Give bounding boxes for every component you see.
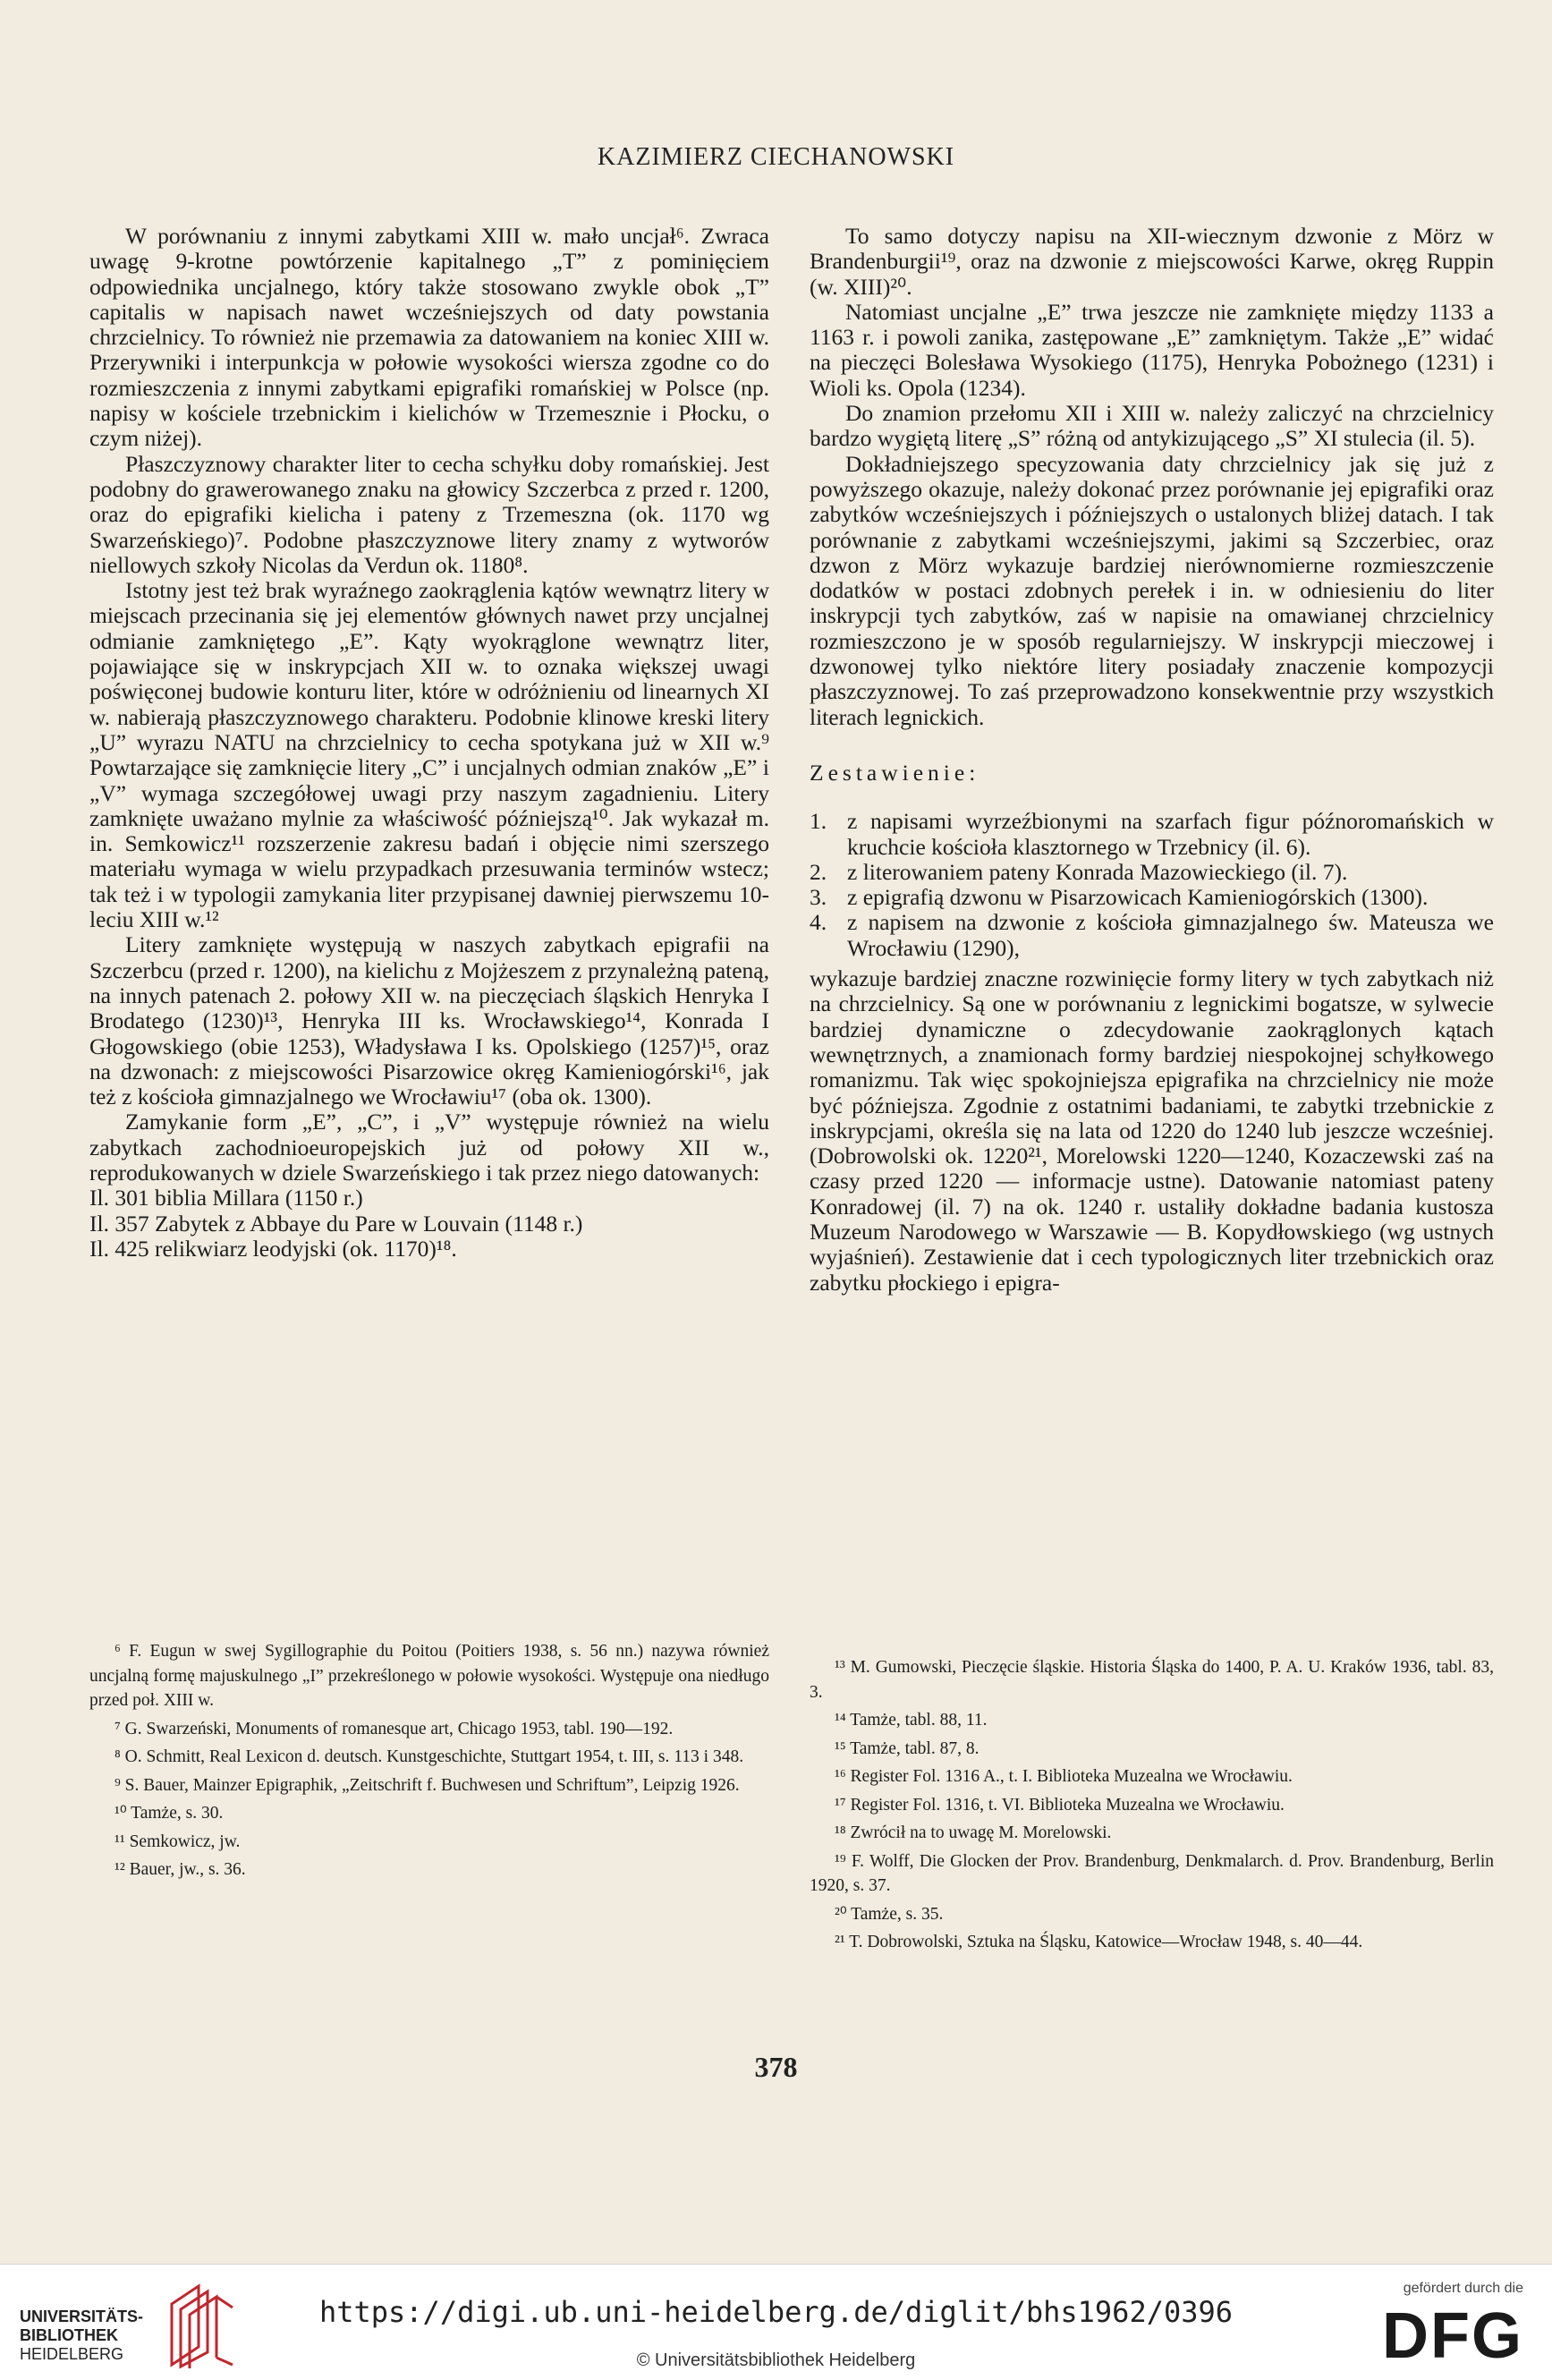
footnotes-right: [810, 1655, 1494, 1959]
summary-item-number: 2.: [810, 858, 827, 885]
paragraph: W porównaniu z innymi zabytkami XIII w. mało uncjał⁶. Zwraca uwagę 9-krotne powtórzenie kapitalnego „T” z pominięciem odpowiednika uncjalnego, który także stosowano zwykle obok „T” capitalis w napisach nawet wcześniejszych od daty powstania chrzcielnicy. To również nie przemawia za datowaniem na koniec XIII w. Przerywniki i interpunkcja w połowie wysokości wiersza zgodne co do rozmieszczenia z innymi zabytkami epigrafiki romańskiej w Polsce (np. napisy w kościele trzebnickim i kielichów w Trzemesznie i Płocku, o czym niżej).: [89, 223, 769, 452]
footnote: ¹⁴ Tamże, tabl. 88, 11.: [835, 1711, 988, 1730]
summary-item-text: z literowaniem pateny Konrada Mazowieckiego (il. 7).: [847, 858, 1348, 885]
paragraph: Do znamion przełomu XII i XIII w. należy zaliczyć na chrzcielnicy bardzo wygiętą literę „S” różną od antykizującego „S” XI stulecia (il. 5).: [810, 400, 1494, 452]
footnote: ¹² Bauer, jw., s. 36.: [114, 1860, 246, 1879]
paragraph: Istotny jest też brak wyraźnego zaokrąglenia kątów wewnątrz litery w miejscach przecinania się jej elementów głównych nawet przy uncjalnej odmianie zamkniętego „E”. Kąty wyokrąglone wewnątrz liter, pojawiające się w inskrypcjach XII w. to oznaka większej uwagi poświęconej budowie konturu liter, które w odróżnieniu od linearnych XI w. nabierają płaszczyznowego charakteru. Podobnie klinowe kreski litery „U” wyrazu NATU na chrzcielnicy to cecha spotykana już w XII w.⁹ Powtarzające się zamknięcie litery „C” i uncjalnych odmian znaków „E” i „V” wymaga szczegółowej uwagi przy naszym zagadnieniu. Litery zamknięte uważano mylnie za właściwość późniejszą¹⁰. Jak wykazał m. in. Semkowicz¹¹ rozszerzenie zakresu badań i objęcie nimi szerszego materiału wymaga w wielu przypadkach przesuwania terminów wstecz; tak też i w typologii zamykania liter przypisanej dawniej pierwszemu 10-leciu XIII w.¹²: [89, 577, 769, 933]
permalink-url[interactable]: https://digi.ub.uni-heidelberg.de/diglit/bhs1962/0396: [318, 2295, 1234, 2329]
summary-item: [810, 860, 1494, 885]
running-head: KAZIMIERZ CIECHANOWSKI: [597, 143, 955, 171]
left-column: [89, 224, 769, 1262]
footnote: ¹⁸ Zwrócił na to uwagę M. Morelowski.: [835, 1823, 1112, 1842]
dfg-logo[interactable]: DFG: [1382, 2300, 1523, 2372]
paragraph: Natomiast uncjalne „E” trwa jeszcze nie zamknięte między 1133 a 1163 r. i powoli zanika, zastępowane „E” zamkniętym. Także „E” widać na pieczęci Bolesława Wysokiego (1175), Henryka Pobożnego (1231) i Wioli ks. Opola (1234).: [810, 298, 1494, 401]
summary-item: [810, 885, 1494, 910]
illustration-reference: Il. 357 Zabytek z Abbaye du Pare w Louvain (1148 r.): [89, 1210, 583, 1237]
footnote: ⁷ G. Swarzeński, Monuments of romanesque art, Chicago 1953, tabl. 190—192.: [114, 1719, 674, 1738]
funder-caption: gefördert durch die: [1403, 2281, 1523, 2296]
right-column: [810, 224, 1494, 1296]
footnote: ⁶ F. Eugun w swej Sygillographie du Poitou (Poitiers 1938, s. 56 nn.) nazywa również uncjalną formę majuskulnego „I” przekreślonego w połowie wysokości. Występuje ona niedługo przed poł. XIII w.: [89, 1642, 769, 1710]
footnote: ¹³ M. Gumowski, Pieczęcie śląskie. Historia Śląska do 1400, P. A. U. Kraków 1936, tabl. 83, 3.: [810, 1658, 1494, 1702]
summary-heading: Zestawienie:: [810, 759, 980, 786]
footnote: ¹⁹ F. Wolff, Die Glocken der Prov. Brandenburg, Denkmalarch. d. Prov. Brandenburg, Berlin 1920, s. 37.: [810, 1851, 1494, 1895]
footnote: ¹⁰ Tamże, s. 30.: [114, 1804, 224, 1823]
summary-item-number: 3.: [810, 884, 827, 911]
footnote: ⁹ S. Bauer, Mainzer Epigraphik, „Zeitschrift f. Buchwesen und Schriftum”, Leipzig 1926.: [114, 1775, 740, 1795]
library-name-line: UNIVERSITÄTS-: [20, 2308, 144, 2325]
footnote: ¹⁵ Tamże, tabl. 87, 8.: [835, 1738, 980, 1758]
paragraph: Zamykanie form „E”, „C”, i „V” występuje również na wielu zabytkach zachodnioeuropejskich już od połowy XII w., reprodukowanych w dziele Swarzeńskiego i tak przez niego datowanych:: [89, 1109, 769, 1186]
summary-item-text: z napisem na dzwonie z kościoła gimnazjalnego św. Mateusza we Wrocławiu (1290),: [847, 909, 1494, 961]
footnote: ⁸ O. Schmitt, Real Lexicon d. deutsch. Kunstgeschichte, Stuttgart 1954, t. III, s. 113 i 348.: [114, 1747, 744, 1766]
library-name-line: BIBLIOTHEK: [20, 2326, 118, 2344]
library-name-line: HEIDELBERG: [20, 2345, 124, 2363]
paragraph: Płaszczyznowy charakter liter to cecha schyłku doby romańskiej. Jest podobny do grawerowanego znaku na głowicy Szczerbca z przed r. 1200, oraz do epigrafiki kielicha i pateny z Trzemeszna (ok. 1170 wg Swarzeńskiego)⁷. Podobne płaszczyznowe litery znamy z wytworów niellowych szkoły Nicolas da Verdun ok. 1180⁸.: [89, 450, 769, 578]
page-number: 378: [754, 2051, 798, 2083]
footnote: ²⁰ Tamże, s. 35.: [835, 1904, 944, 1924]
summary-item: [810, 809, 1494, 860]
paragraph: Dokładniejszego specyzowania daty chrzcielnicy jak się już z powyższego okazuje, należy dokonać przez porównanie jej epigrafiki oraz zabytków wcześniejszych i późniejszych o ustalonych bliżej datach. I tak porównanie z zabytkami wcześniejszymi, jakimi są Szczerbiec, oraz dzwon z Mörz wykazuje bardziej nierównomierne rozmieszczenie dodatków w postaci zdobnych perełek i in. w odniesieniu do liter inskrypcji tych zabytków, zaś w napisie na omawianej chrzcielnicy rozmieszczono je w sposób regularniejszy. W inskrypcji mieczowej i dzwonowej tylko niektóre litery posiadały znaczenie kompozycji płaszczyznowej. To zaś przeprowadzono konsekwentnie przy wszystkich literach legnickich.: [810, 450, 1494, 730]
paragraph: wykazuje bardziej znaczne rozwinięcie formy litery w tych zabytkach niż na chrzcielnicy. Są one w porównaniu z legnickimi bogatsze, w sylwecie bardziej dynamiczne o zdecydowanie zaokrąglonych kątach wewnętrznych, a znamionach formy bardziej niespokojnej schyłkowego romanizmu. Tak więc spokojniejsza epigrafika na chrzcielnicy nie może być późniejsza. Zgodnie z ostatnimi badaniami, te zabytki trzebnickie z inskrypcjami, określa się na lata od 1220 do 1240 lub jeszcze wcześniej. (Dobrowolski ok. 1220²¹, Morelowski 1220—1240, Kozaczewski zaś na czasy przed 1220 — informacje ustne). Datowanie natomiast pateny Konradowej (il. 7) na ok. 1240 r. ustaliły dokładne badania kustosza Muzeum Narodowego w Warszawie — B. Kopydłowskiego (wg ustnych wyjaśnień). Zestawienie dat i cech typologicznych liter trzebnickich oraz zabytku płockiego i epigra-: [810, 965, 1494, 1296]
paragraph: To samo dotyczy napisu na XII-wiecznym dzwonie z Mörz w Brandenburgii¹⁹, oraz na dzwonie z miejscowości Karwe, okręg Ruppin (w. XIII)²⁰.: [810, 223, 1494, 300]
footnote: ²¹ T. Dobrowolski, Sztuka na Śląsku, Katowice—Wrocław 1948, s. 40—44.: [835, 1933, 1363, 1951]
summary-item-text: z napisami wyrzeźbionymi na szarfach figur późnoromańskich w kruchcie kościoła klasztornego w Trzebnicy (il. 6).: [847, 808, 1494, 860]
summary-item-number: 4.: [810, 909, 827, 936]
footnote: ¹¹ Semkowicz, jw.: [114, 1832, 241, 1851]
viewer-footer: [0, 2264, 1552, 2380]
summary-item-text: z epigrafią dzwonu w Pisarzowicach Kamieniogórskich (1300).: [847, 884, 1429, 911]
summary-list: [810, 809, 1494, 961]
footnote: ¹⁷ Register Fol. 1316, t. VI. Biblioteka Muzealna we Wrocławiu.: [835, 1795, 1285, 1815]
copyright-notice: © Universitätsbibliothek Heidelberg: [636, 2350, 916, 2370]
summary-item-number: 1.: [810, 808, 827, 835]
footnotes-left: [89, 1639, 769, 1886]
paragraph: Litery zamknięte występują w naszych zabytkach epigrafii na Szczerbcu (przed r. 1200), na kielichu z Mojżeszem z przynależną pateną, na innych patenach 2. połowy XII w. na pieczęciach śląskich Henryka I Brodatego (1230)¹³, Henryka III ks. Wrocławskiego¹⁴, Konrada I Głogowskiego (obie 1253), Władysława I ks. Opolskiego (1257)¹⁵, oraz na dzwonach: z miejscowości Pisarzowice okręg Kamieniogórski¹⁶, jak też z kościoła gimnazjalnego we Wrocławiu¹⁷ (oba ok. 1300).: [89, 931, 769, 1110]
footnote: ¹⁶ Register Fol. 1316 A., t. I. Biblioteka Muzealna we Wrocławiu.: [835, 1767, 1293, 1786]
illustration-reference: Il. 425 relikwiarz leodyjski (ok. 1170)¹⁸.: [89, 1235, 457, 1262]
summary-item: [810, 910, 1494, 961]
illustration-reference: Il. 301 biblia Millara (1150 r.): [89, 1185, 363, 1211]
